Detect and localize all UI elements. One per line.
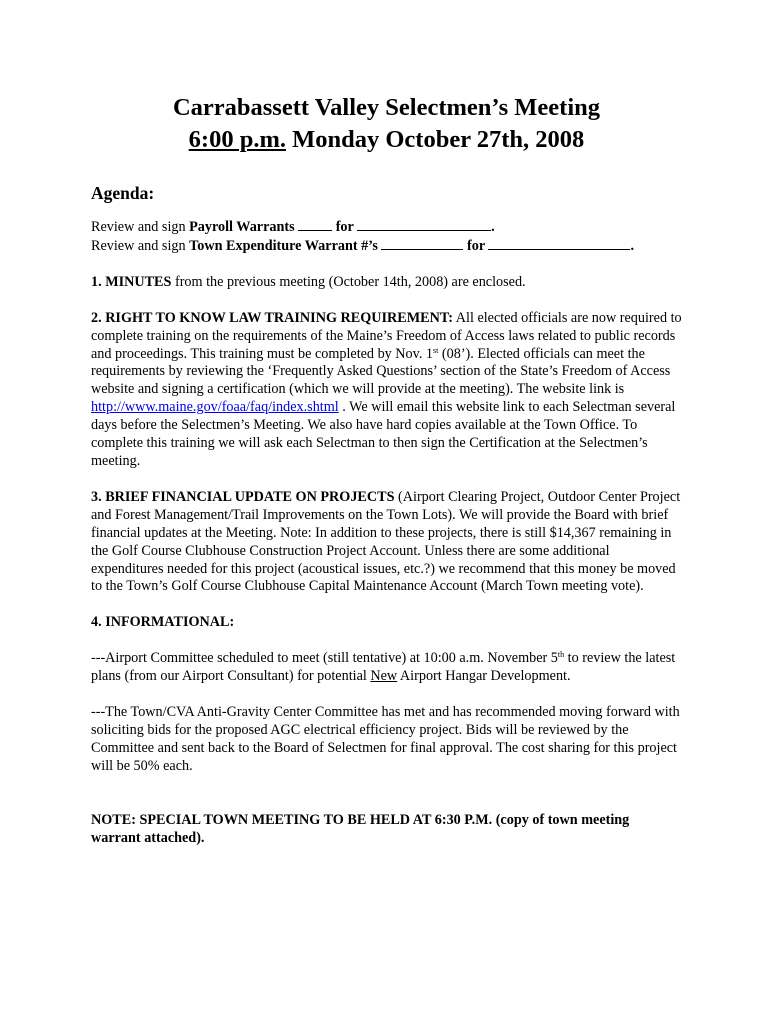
item-minutes: 1. MINUTES from the previous meeting (October 14th, 2008) are enclosed.: [91, 273, 526, 290]
meeting-title: Carrabassett Valley Selectmen’s Meeting: [172, 94, 601, 121]
meeting-date: Monday October 27th, 2008: [286, 126, 585, 153]
review-payroll-line: Review and sign Payroll Warrants for .: [91, 219, 495, 235]
meeting-time: 6:00 p.m.: [188, 126, 286, 153]
special-meeting-note: NOTE: SPECIAL TOWN MEETING TO BE HELD AT 6:30 P.M. (copy of town meeting warrant attached).: [91, 811, 630, 846]
item-right-to-know: 2. RIGHT TO KNOW LAW TRAINING REQUIREMENT: All elected officials are now required to complete training on the requirements of the Maine’s Freedom of Access laws related to public records and proceedings. This training must be completed by Nov. 1st (08’). Elected officials can meet the requirements by reviewing the ‘Frequently Asked Questions’ section of the State’s Freedom of Access website and signing a certification (which we will provide at the meeting). The website link is http://www.maine.gov/foaa/faq/index.shtml . We will email this website link to each Selectman several days before the Selectmen’s Meeting. We also have hard copies available at the Town Office. To complete this training we will ask each Selectman to then sign the Certification at the Selectmen’s meeting.: [91, 309, 682, 469]
agenda-heading: Agenda:: [91, 183, 155, 203]
meeting-datetime: [91, 124, 682, 156]
airport-committee-paragraph: ---Airport Committee scheduled to meet (still tentative) at 10:00 a.m. November 5th to review the latest plans (from our Airport Consultant) for potential New Airport Hangar Development.: [91, 650, 676, 685]
payroll-warrant-blank[interactable]: [298, 218, 332, 231]
expenditure-warrant-blank[interactable]: [381, 237, 463, 250]
expenditure-for-blank[interactable]: [488, 237, 630, 250]
review-expenditure-line: Review and sign Town Expenditure Warrant #’s for .: [91, 237, 634, 254]
agc-committee-paragraph: ---The Town/CVA Anti-Gravity Center Committee has met and has recommended moving forward with soliciting bids for the proposed AGC electrical efficiency project. Bids will be reviewed by the Committee and sent back to the Board of Selectmen for final approval. The cost sharing for this project will be 50% each.: [91, 704, 680, 774]
item-financial-update: 3. BRIEF FINANCIAL UPDATE ON PROJECTS (Airport Clearing Project, Outdoor Center Project and Forest Management/Trail Improvements on the Town Lots). We will provide the Board with brief financial updates at the Meeting. Note: In addition to these projects, there is still $14,367 remaining in the Golf Course Clubhouse Construction Project Account. Unless there are some additional expenditures needed for this project (acoustical issues, etc.?) we recommend that this money be moved to the Town’s Golf Course Clubhouse Capital Maintenance Account (March Town meeting vote).: [91, 488, 681, 595]
foaa-website-link[interactable]: http://www.maine.gov/foaa/faq/index.shtml: [91, 399, 339, 416]
item-informational-heading: 4. INFORMATIONAL:: [91, 614, 235, 631]
payroll-for-blank[interactable]: [357, 218, 491, 231]
